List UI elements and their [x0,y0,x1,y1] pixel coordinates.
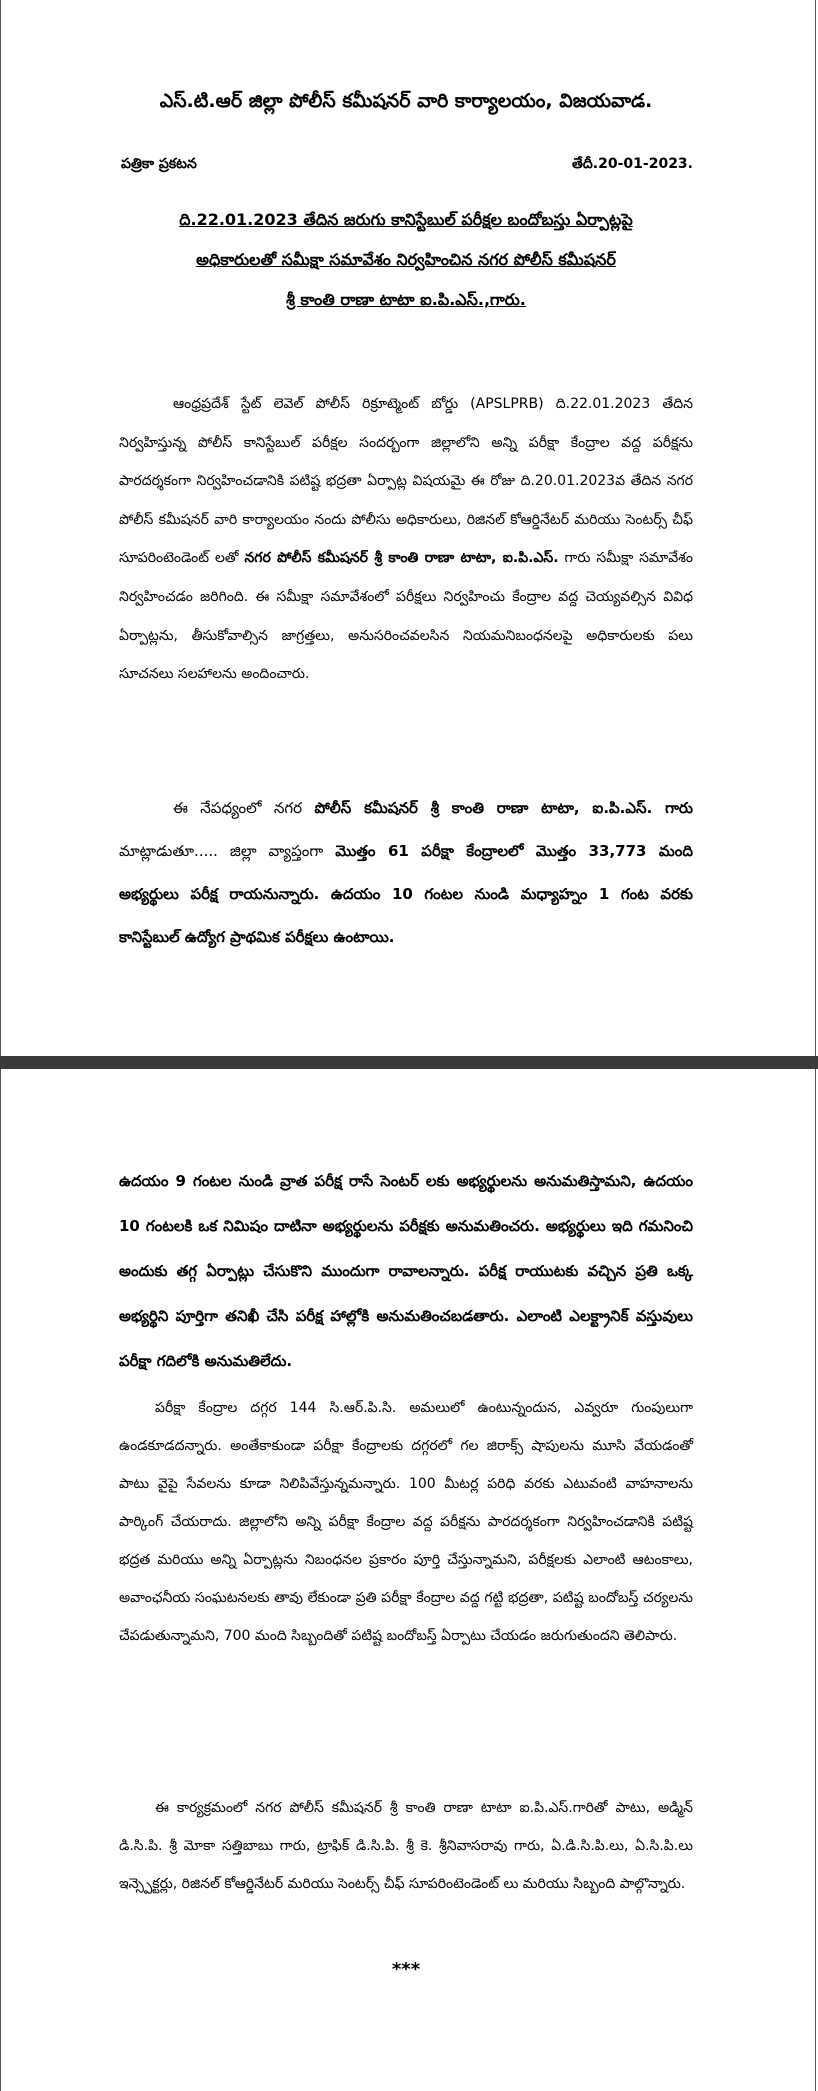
paragraph-3: ఉదయం 9 గంటల నుండి వ్రాత పరీక్ష రాసే సెంటర్ లకు అభ్యర్థులను అనుమతిస్తామని, ఉదయం 10 గంటలకి ఒక నిమిషం దాటినా అభ్యర్థులను పరీక్షకు అనుమతించరు. అభ్యర్థులు ఇది గమనించి అందుకు తగ్గ ఏర్పాట్లు చేసుకొని ముందుగా రావాలన్నారు. పరీక్ష రాయుటకు వచ్చిన ప్రతి ఒక్క అభ్యర్థిని పూర్తిగా తనిఖీ చేసి పరీక్ష హాల్లోకి అనుమతించబడతారు. ఎలాంటి ఎలక్ట్రానిక్ వస్తువులు పరీక్షా గదిలోకి అనుమతిలేదు. [119,1172,693,1370]
paragraph-1-text: ఆంధ్రప్రదేశ్ స్టేట్ లెవెల్ పోలీస్ రిక్రూట్మెంట్ బోర్డు (APSLPRB) ది.22.01.2023 తేదిన నిర్వహిస్తున్న పోలీస్ కానిస్టేబుల్ పరీక్షల సందర్బంగా జిల్లాలోని అన్ని పరీక్షా కేంద్రాల వద్ద పరీక్షను పారదర్శకంగా నిర్వహించడానికి పటిష్ట భద్రతా ఏర్పాట్ల విషయమై ఈ రోజు ది.20.01.2023వ తేదిన నగర పోలీస్ కమీషనర్ వారి కార్యాలయం నందు పోలీసు అధికారులు, రిజినల్ కోఆర్డినేటర్ మరియు సెంటర్స్ చీఫ్ సూపరింటెండెంట్ లతో [119,396,693,567]
release-date: తేదీ.20-01-2023. [572,156,693,172]
headline-line-2: అధికారులతో సమీక్షా సమావేశం నిర్వహించిన నగర పోలీస్ కమీషనర్ [196,250,616,269]
paragraph-2-middle: మాట్లాడుతూ..... జిల్లా వ్యాప్తంగా [119,842,324,860]
office-title: ఎస్.టి.ఆర్ జిల్లా పోలీస్ కమీషనర్ వారి కార్యాలయం, విజయవాడ. [159,90,653,112]
document-page-2 [0,1069,816,2091]
press-release-label: పత్రికా ప్రకటన [121,156,197,172]
paragraph-4: పరీక్షా కేంద్రాల దగ్గర 144 సి.ఆర్.పి.సి. అమలులో ఉంటున్నందున, ఎవ్వరూ గుంపులుగా ఉండకూడదన్నారు. అంతేకాకుండా పరీక్షా కేంద్రాలకు దగ్గరలో గల జిరాక్స్ షాపులను మూసి వేయడంతో పాటు వైపై సేవలను కూడా నిలిపివేస్తున్నమన్నారు. 100 మీటర్ల పరిధి వరకు ఎటువంటి వాహనాలను పార్కింగ్ చేయరాదు. జిల్లాలోని అన్ని పరీక్షా కేంద్రాల వద్ద పరీక్షను పారదర్శకంగా నిర్వహించడానికి పటిష్ట భద్రత మరియు అన్ని ఏర్పాట్లను నిబంధనల ప్రకారం పూర్తి చేస్తున్నామని, పరీక్షలకు ఎలాంటి ఆటంకాలు, అవాంఛనీయ సంఘటనలకు తావు లేకుండా ప్రతి పరీక్షా కేంద్రాల వద్ద గట్టి భద్రతా, పటిష్ట బందోబస్త్ చర్యలను చేపడుతున్నామని, 700 మంది సిబ్బందితో పటిష్ట బందోబస్త్ ఏర్పాటు చేయడం జరుగుతుందని తెలిపారు. [119,1400,693,1644]
headline [119,200,693,320]
paragraph-1-bold: నగర పోలీస్ కమీషనర్ శ్రీ కాంతి రాణా టాటా, ఐ.పి.ఎస్. [244,550,559,567]
paragraph-2-prefix: ఈ నేపధ్యంలో నగర [173,799,303,817]
page-separator [0,1056,818,1069]
paragraph-2-bold-2: మొత్తం 61 పరీక్షా కేంద్రాలలో మొత్తం 33,773 మంది అభ్యర్థులు పరీక్ష రాయనున్నారు. ఉదయం 10 గంటల నుండి మధ్యాహ్నం 1 గంట వరకు కానిస్టేబుల్ ఉద్యోగ ప్రాథమిక పరీక్షలు ఉంటాయి. [119,842,693,946]
headline-line-1: ది.22.01.2023 తేదిన జరుగు కానిస్టేబుల్ పరీక్షల బందోబస్తు ఏర్పాట్లపై [179,210,633,229]
paragraph-2 [119,787,693,959]
paragraph-1-text-end: గారు సమీక్షా సమావేశం నిర్వహించడం జరిగింది. ఈ సమీక్షా సమావేశంలో పరీక్షలు నిర్వహించు కేంద్రాల వద్ద చెయ్యవల్సిన వివిధ ఏర్పాట్లను, తీసుకోవాల్సిన జాగ్రత్తలు, అనుసరించవలసిన నియమనిబంధనలపై అధికారులకు పలు సూచనలు సలహాలను అందించారు. [119,550,693,683]
closing-stars: *** [391,1959,421,1980]
paragraph-5: ఈ కార్యక్రమంలో నగర పోలీస్ కమీషనర్ శ్రీ కాంతి రాణా టాటా ఐ.పి.ఎస్.గారితో పాటు, అడ్మిన్ డి.సి.పి. శ్రీ మోకా సత్తిబాబు గారు, ట్రాఫిక్ డి.సి.పి. శ్రీ కె. శ్రీనివాసరావు గారు, ఏ.డి.సి.పి.లు, ఏ.సి.పి.లు ఇన్స్పెక్టర్లు, రిజినల్ కోఆర్డినేటర్ మరియు సెంటర్స్ చీఫ్ సూపరింటెండెంట్ లు మరియు సిబ్బంది పాల్గొన్నారు. [119,1800,693,1892]
headline-line-3: శ్రీ కాంతి రాణా టాటా ఐ.పి.ఎస్.,గారు. [286,290,526,309]
paragraph-1 [119,385,693,694]
paragraph-2-bold-1: పోలీస్ కమీషనర్ శ్రీ కాంతి రాణా టాటా, ఐ.పి.ఎస్. గారు [314,799,693,817]
